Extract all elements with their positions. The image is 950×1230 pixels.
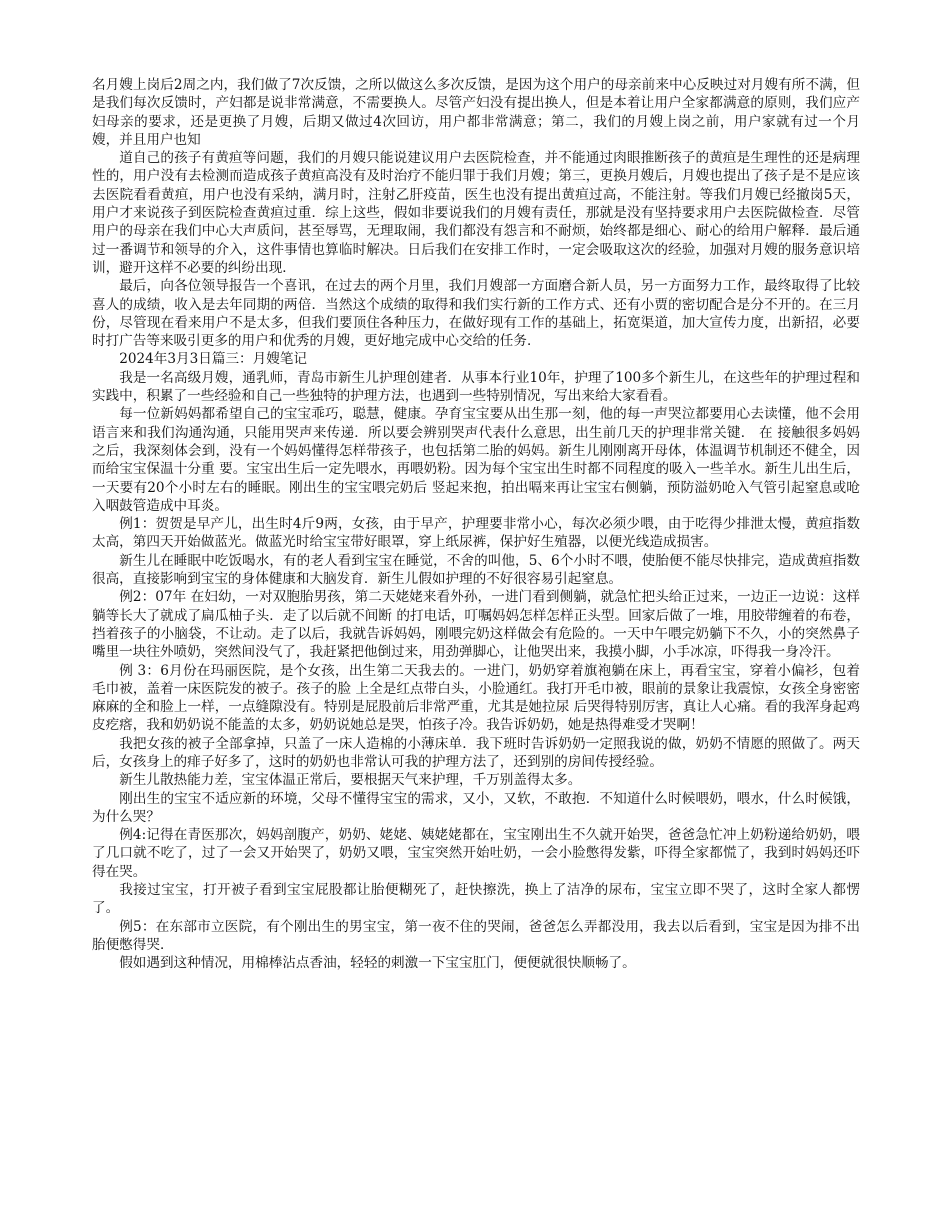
- paragraph: 2024年3月3日篇三：月嫂笔记: [119, 351, 308, 368]
- document-body: [92, 76, 860, 973]
- paragraph: 例1：贺贺是早产儿，出生时4斤9两，女孩，由于早产，护理要非常小心，每次必须少喂，由于吃得少排泄太慢，黄疸指数太高，第四天开始做蓝光。做蓝光时给宝宝带好眼罩，穿上纸尿裤，保护好生殖器，以便光线造成损害。: [92, 516, 860, 551]
- paragraph: 名月嫂上岗后2周之内，我们做了7次反馈，之所以做这么多次反馈，是因为这个用户的母亲前来中心反映过对月嫂有所不满，但是我们每次反馈时，产妇都是说非常满意，不需要换人。尽管产妇没有提出换人，但是本着让用户全家都满意的原则，我们应产妇母亲的要求，还是更换了月嫂，后期又做过4次回访，用户都非常满意；第二，我们的月嫂上岗之前，用户家就有过一个月嫂，并且用户也知: [92, 77, 860, 148]
- paragraph: 道自己的孩子有黄疸等问题，我们的月嫂只能说建议用户去医院检查，并不能通过肉眼推断孩子的黄疸是生理性的还是病理性的，用户没有去检测而造成孩子黄疸高没有及时治疗不能归罪于我们月嫂；第三，更换月嫂后，月嫂也提出了孩子是不是应该去医院看看黄疸，用户也没有采纳，满月时，注射乙肝疫苗，医生也没有提出黄疸过高，不能注射。等我们月嫂已经撤岗5天，用户才来说孩子到医院检查黄疸过重．综上这些，假如非要说我们的月嫂有责任，那就是没有坚持要求用户去医院做检查．尽管用户的母亲在我们中心大声质问，甚至辱骂，无理取闹，我们都没有怨言和不耐烦，始终都是细心、耐心的给用户解释．最后通过一番调节和领导的介入，这件事情也算临时解决。日后我们在安排工作时，一定会吸取这次的经验，加强对月嫂的服务意识培训，避开这样不必要的纠纷出现．: [92, 150, 860, 276]
- paragraph: 新生儿散热能力差，宝宝体温正常后，要根据天气来护理，千万别盖得太多。: [119, 772, 582, 789]
- paragraph: 新生儿在睡眠中吃饭喝水，有的老人看到宝宝在睡觉，不舍的叫他，5、6个小时不喂，使胎便不能尽快排完，造成黄疸指数很高，直接影响到宝宝的身体健康和大脑发育．新生儿假如护理的不好很容易引起窒息。: [92, 552, 860, 588]
- paragraph: 刚出生的宝宝不适应新的环境，父母不懂得宝宝的需求，又小，又软，不敢抱．不知道什么时候喂奶，喂水，什么时候饿，为什么哭？: [92, 790, 860, 825]
- paragraph: 例 3：6月份在玛丽医院，是个女孩，出生第二天我去的。一进门，奶奶穿着旗袍躺在床上，再看宝宝，穿着小偏衫，包着毛巾被，盖着一床医院发的被子。孩子的脸 上全是红点带白头，小脸通红。我打开毛巾被，眼前的景象让我震惊，女孩全身密密麻麻的全和脸上一样，一点缝隙没有。特别是屁股前后非常严重，尤其是她拉尿 后哭得特别厉害，真让人心痛。看的我浑身起鸡皮疙瘩，我和奶奶说不能盖的太多，奶奶说她总是哭，怕孩子冷。我告诉奶奶，她是热得难受才哭啊！: [92, 662, 860, 734]
- paragraph: 假如遇到这种情况，用棉棒沾点香油，轻轻的刺激一下宝宝肛门，便便就很快顺畅了。: [119, 955, 636, 972]
- paragraph: 最后，向各位领导报告一个喜讯，在过去的两个月里，我们月嫂部一方面磨合新人员，另一方面努力工作，最终取得了比较喜人的成绩，收入是去年同期的两倍．当然这个成绩的取得和我们实行新的工作方式、还有小贾的密切配合是分不开的。在三月份，尽管现在看来用户不是太多，但我们要顶住各种压力，在做好现有工作的基础上，拓宽渠道，加大宣传力度，出新招，必要时打广告等来吸引更多的用户和优秀的月嫂，更好地完成中心交给的任务．: [92, 278, 860, 350]
- paragraph: 我接过宝宝，打开被子看到宝宝屁股都让胎便糊死了，赶快擦洗，换上了洁净的尿布，宝宝立即不哭了，这时全家人都愣了。: [92, 882, 860, 917]
- paragraph: 例5：在东部市立医院，有个刚出生的男宝宝，第一夜不住的哭闹，爸爸怎么弄都没用，我去以后看到，宝宝是因为排不出胎便憋得哭．: [92, 918, 860, 953]
- paragraph: 我是一名高级月嫂，通乳师，青岛市新生儿护理创建者．从事本行业10年，护理了100多个新生儿，在这些年的护理过程和实践中，积累了一些经验和自己一些独特的护理方法，也遇到一些特别情况，写出来给大家看看。: [92, 369, 860, 405]
- paragraph: 每一位新妈妈都希望自己的宝宝乖巧，聪慧，健康。孕育宝宝要从出生那一刻，他的每一声哭泣都要用心去读懂，他不会用语言来和我们沟通沟通，只能用哭声来传递．所以要会辨别哭声代表什么意思，出生前几天的护理非常关键． 在 接触很多妈妈之后，我深刻体会到，没有一个妈妈懂得怎样带孩子，也包括第二胎的妈妈。新生儿刚刚离开母体，体温调节机制还不健全，因而给宝宝保温十分重 要。宝宝出生后一定先喂水，再喂奶粉。因为每个宝宝出生时都不同程度的吸入一些羊水。新生儿出生后，一天要有20个小时左右的睡眠。刚出生的宝宝喂完奶后 竖起来抱，拍出嗝来再让宝宝右侧躺，预防溢奶呛入气管引起窒息或呛入咽鼓管造成中耳炎。: [92, 406, 860, 514]
- paragraph: 我把女孩的被子全部拿掉，只盖了一床人造棉的小薄床单．我下班时告诉奶奶一定照我说的做，奶奶不情愿的照做了。两天后，女孩身上的痱子好多了，这时的奶奶也非常认可我的护理方法了，还到别的房间传授经验。: [92, 735, 860, 770]
- paragraph: 例4:记得在青医那次，妈妈剖腹产，奶奶、姥姥、姨姥姥都在，宝宝刚出生不久就开始哭，爸爸急忙冲上奶粉递给奶奶，喂了几口就不吃了，过了一会又开始哭了，奶奶又喂，宝宝突然开始吐奶，一会小脸憋得发紫，吓得全家都慌了，我到时妈妈还吓得在哭。: [92, 827, 860, 880]
- paragraph: 例2：07年 在妇幼，一对双胞胎男孩，第二天姥姥来看外孙，一进门看到侧躺，就急忙把头给正过来，一边正一边说：这样躺等长大了就成了扁瓜柚子头．走了以后就不间断 的打电话，叮嘱妈妈怎样怎样正头型。回家后做了一堆，用胶带缠着的布卷，挡着孩子的小脑袋，不让动。走了以后，我就告诉妈妈，刚喂完奶这样做会有危险的。一天中午喂完奶躺下不久，小的突然鼻子嘴里一块往外喷奶，突然间没气了，我赶紧把他倒过来，用劲弹脚心，让他哭出来，我摸小脚，小手冰凉，吓得我一身冷汗。: [92, 589, 860, 661]
